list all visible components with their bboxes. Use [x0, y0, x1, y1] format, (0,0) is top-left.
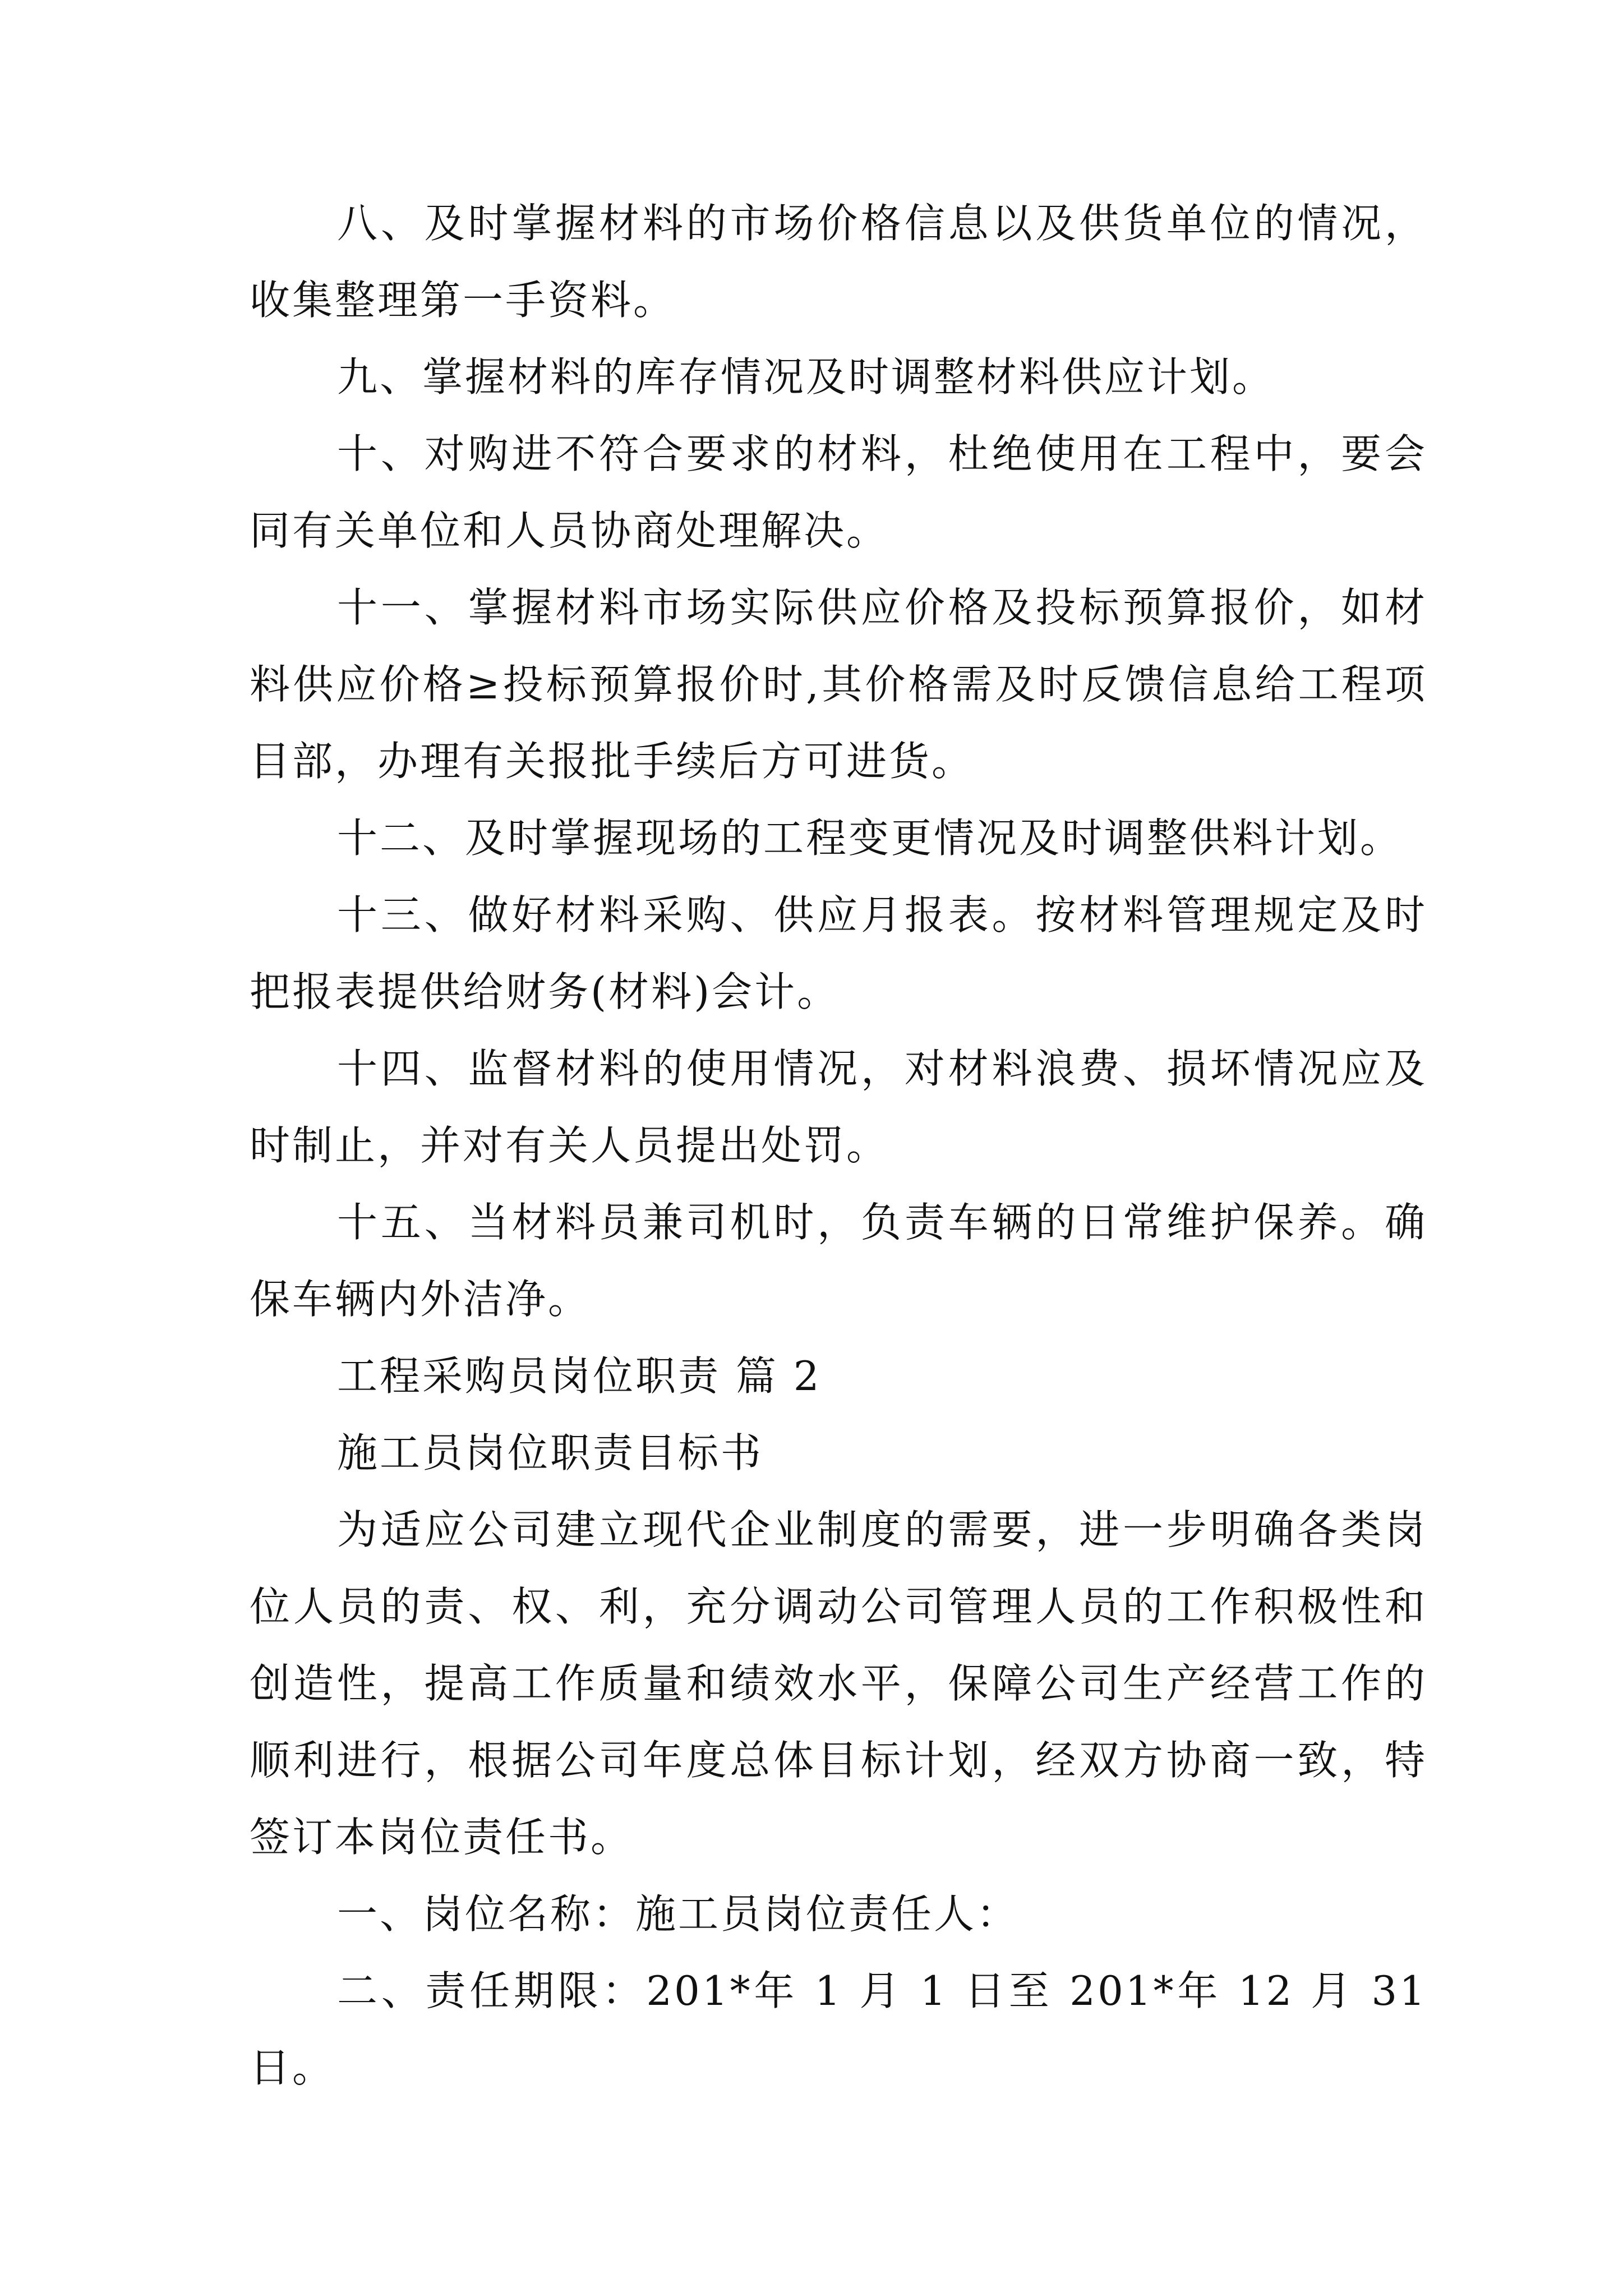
- position-name-line: 一、岗位名称：施工员岗位责任人：: [337, 1890, 1020, 1938]
- document-title: 施工员岗位职责目标书: [337, 1429, 764, 1476]
- paragraph-item-11: 十一、掌握材料市场实际供应价格及投标预算报价，如材料供应价格≥投标预算报价时,其价格需及时反馈信息给工程项目部，办理有关报批手续后方可进货。: [250, 584, 1427, 785]
- paragraph-item-13: 十三、做好材料采购、供应月报表。按材料管理规定及时把报表提供给财务(材料)会计。: [250, 891, 1427, 1015]
- paragraph-item-8: 八、及时掌握材料的市场价格信息以及供货单位的情况，收集整理第一手资料。: [250, 200, 1427, 324]
- paragraph-item-15: 十五、当材料员兼司机时，负责车辆的日常维护保养。确保车辆内外洁净。: [250, 1199, 1427, 1323]
- paragraph-item-9: 九、掌握材料的库存情况及时调整材料供应计划。: [337, 353, 1275, 401]
- paragraph-item-14: 十四、监督材料的使用情况，对材料浪费、损坏情况应及时制止，并对有关人员提出处罚。: [250, 1045, 1427, 1169]
- section-heading: 工程采购员岗位职责 篇 2: [337, 1352, 822, 1400]
- document-body: [250, 185, 1427, 2106]
- intro-paragraph: 为适应公司建立现代企业制度的需要，进一步明确各类岗位人员的责、权、利，充分调动公司管理人员的工作积极性和创造性，提高工作质量和绩效水平，保障公司生产经营工作的顺利进行，根据公司年度总体目标计划，经双方协商一致，特签订本岗位责任书。: [250, 1506, 1427, 1861]
- term-period-line: 二、责任期限：201*年 1 月 1 日至 201*年 12 月 31 日。: [250, 1967, 1427, 2091]
- paragraph-item-10: 十、对购进不符合要求的材料，杜绝使用在工程中，要会同有关单位和人员协商处理解决。: [250, 430, 1427, 554]
- paragraph-item-12: 十二、及时掌握现场的工程变更情况及时调整供料计划。: [337, 815, 1403, 862]
